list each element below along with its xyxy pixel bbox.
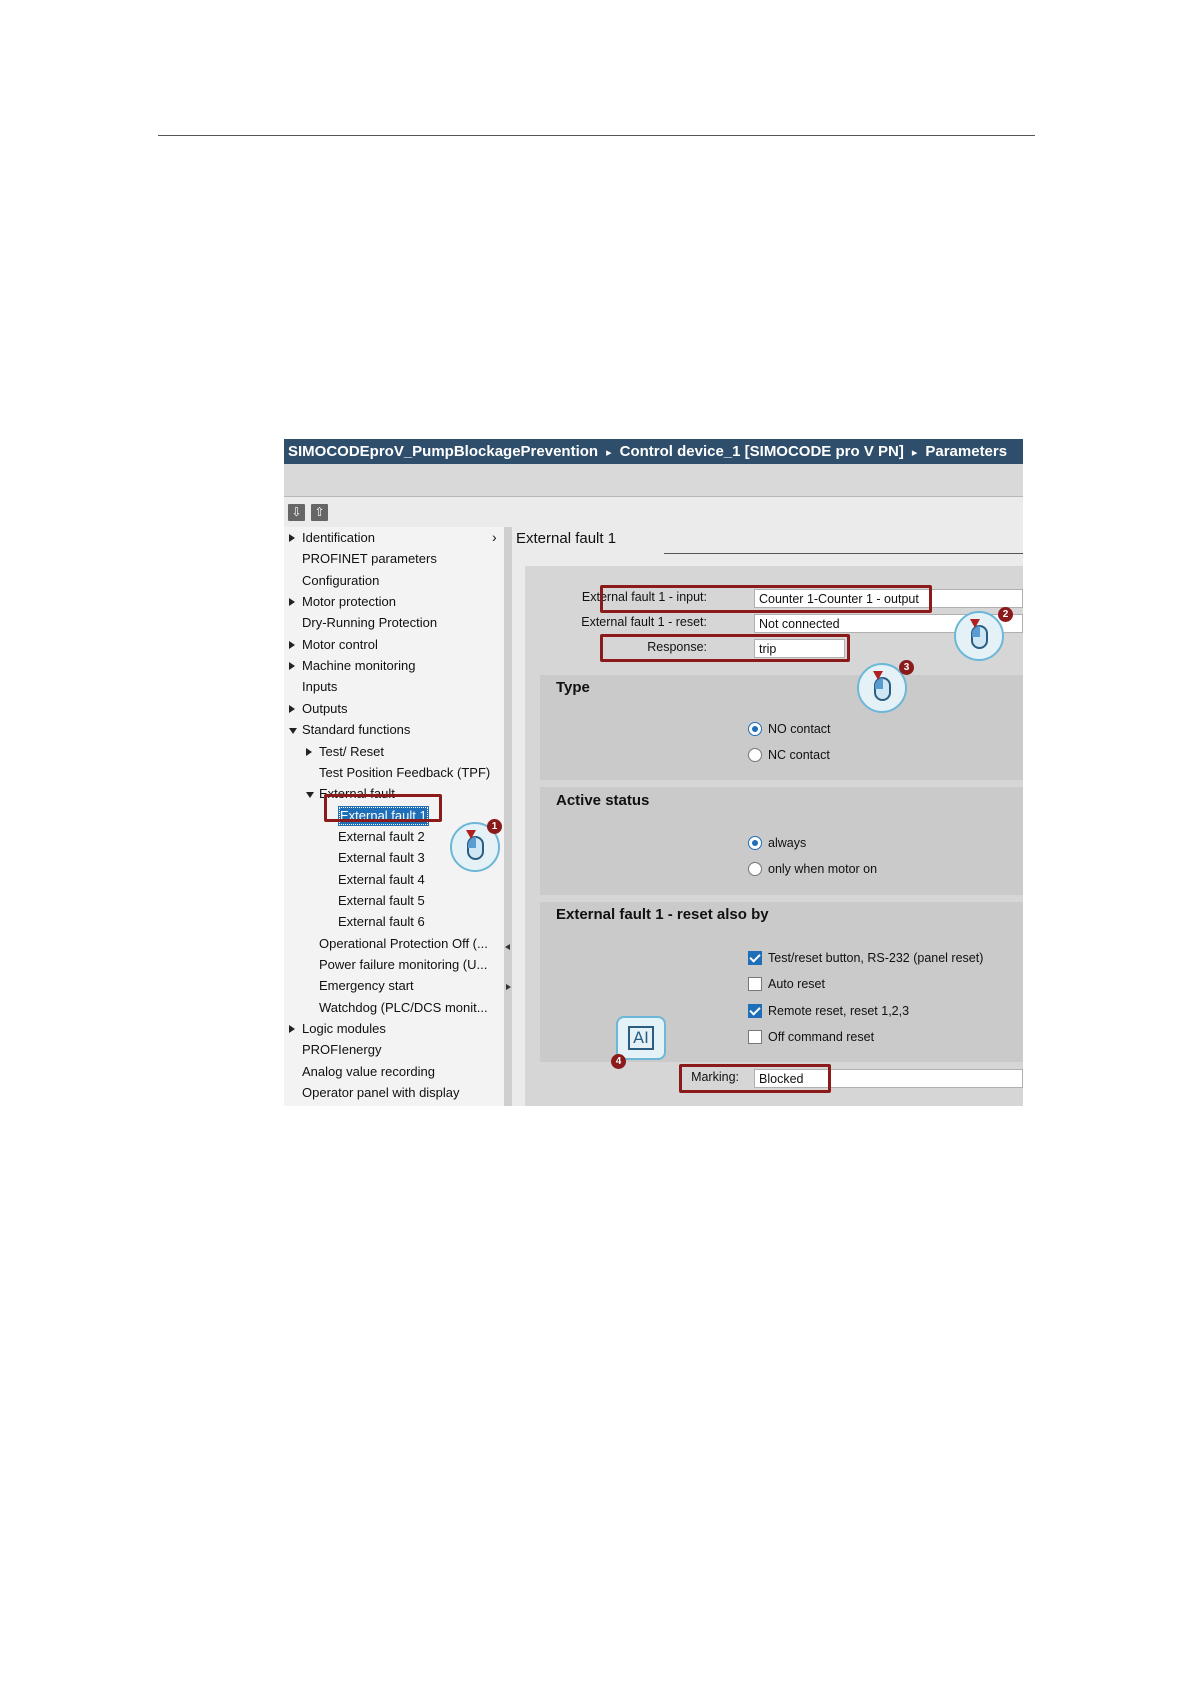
external-fault-reset-label: External fault 1 - reset:: [581, 615, 707, 629]
response-field[interactable]: trip: [754, 639, 845, 658]
panel-header: External fault 1: [516, 530, 617, 547]
tree-item[interactable]: External fault 6: [338, 914, 425, 930]
breadcrumb-device[interactable]: Control device_1 [SIMOCODE pro V PN]: [619, 443, 904, 460]
tree-expand-icon[interactable]: [289, 1025, 295, 1033]
tree-collapse-icon[interactable]: [289, 728, 297, 734]
type-section-title: Type: [556, 679, 590, 696]
callout-4-text-input-icon: [616, 1016, 666, 1060]
tree-scrollbar[interactable]: [504, 527, 512, 1106]
test-reset-button-checkbox[interactable]: [748, 951, 762, 965]
page-top-rule: [158, 135, 1035, 136]
tree-item[interactable]: Test/ Reset: [319, 743, 385, 759]
tree-item[interactable]: Analog value recording: [302, 1063, 435, 1079]
always-radio[interactable]: [748, 836, 762, 850]
tree-item[interactable]: Outputs: [302, 700, 348, 716]
mouse-icon: [874, 677, 891, 701]
highlight-response-box: [600, 634, 850, 662]
breadcrumb-project[interactable]: SIMOCODEproV_PumpBlockagePrevention: [288, 443, 599, 460]
response-label: Response:: [647, 640, 707, 654]
tree-expand-icon[interactable]: [289, 705, 295, 713]
external-fault-input-field[interactable]: Counter 1-Counter 1 - output: [754, 589, 1023, 608]
marking-label: Marking:: [691, 1070, 739, 1084]
breadcrumb-separator-icon: ▸: [911, 447, 918, 459]
tia-portal-screenshot: [284, 439, 1023, 1106]
tree-item[interactable]: Watchdog (PLC/DCS monit...: [319, 999, 488, 1015]
off-command-reset-label[interactable]: Off command reset: [768, 1030, 875, 1044]
tree-item[interactable]: Identification: [302, 530, 375, 545]
only-when-motor-on-radio[interactable]: [748, 862, 762, 876]
only-when-motor-on-label[interactable]: only when motor on: [768, 862, 878, 876]
off-command-reset-checkbox[interactable]: [748, 1030, 762, 1044]
tree-item[interactable]: External fault 2: [338, 828, 425, 844]
tree-expand-icon[interactable]: [289, 641, 295, 649]
step-number-1-badge: 1: [487, 819, 502, 834]
breadcrumb: [284, 439, 1023, 464]
remote-reset-label[interactable]: Remote reset, reset 1,2,3: [768, 1004, 910, 1018]
tree-item[interactable]: External fault: [319, 786, 395, 802]
always-label[interactable]: always: [768, 836, 807, 850]
no-contact-label[interactable]: NO contact: [768, 722, 831, 736]
highlight-tree-selection-box: [324, 794, 442, 822]
upload-icon[interactable]: ⇧: [311, 504, 328, 521]
scroll-right-arrow-icon[interactable]: [506, 984, 511, 990]
click-arrow-icon: [970, 619, 980, 628]
tree-expand-icon[interactable]: [289, 534, 295, 542]
breadcrumb-parameters[interactable]: Parameters: [925, 443, 1008, 460]
tree-item[interactable]: Operational Protection Off (...: [319, 935, 488, 951]
toolbar: [284, 464, 1023, 497]
tree-item[interactable]: Standard functions: [302, 722, 411, 738]
tree-item[interactable]: Power failure monitoring (U...: [319, 957, 488, 972]
nc-contact-label[interactable]: NC contact: [768, 748, 830, 762]
breadcrumb-separator-icon: ▸: [606, 447, 612, 459]
mouse-icon: [971, 625, 988, 649]
tree-collapse-icon[interactable]: [306, 792, 314, 798]
test-reset-button-label[interactable]: Test/reset button, RS-232 (panel reset): [768, 951, 984, 965]
tree-item[interactable]: Motor control: [302, 636, 378, 652]
tree-item[interactable]: Motor protection: [302, 594, 396, 610]
callout-2-mouse-click-icon: [954, 611, 1004, 661]
panel-header-rule: [664, 553, 1023, 554]
tree-expand-icon[interactable]: [306, 748, 312, 756]
nc-contact-radio[interactable]: [748, 748, 762, 762]
tree-item[interactable]: Machine monitoring: [302, 658, 416, 674]
step-number-3-badge: 3: [899, 660, 914, 675]
tree-item[interactable]: Operator panel with display: [302, 1085, 460, 1101]
tree-item[interactable]: Logic modules: [302, 1021, 386, 1037]
download-icon[interactable]: ⇩: [288, 504, 305, 521]
external-fault-input-label: External fault 1 - input:: [581, 590, 707, 604]
tree-item[interactable]: External fault 5: [338, 892, 425, 908]
scroll-left-arrow-icon[interactable]: [505, 944, 510, 950]
tree-expand-icon[interactable]: [289, 598, 295, 606]
step-number-2-badge: 2: [998, 607, 1013, 622]
marking-field[interactable]: Blocked: [754, 1069, 1023, 1088]
click-arrow-icon: [873, 671, 883, 680]
tree-item[interactable]: Test Position Feedback (TPF): [319, 764, 491, 780]
step-number-4-badge: 4: [611, 1054, 626, 1069]
active-status-title: Active status: [556, 792, 650, 809]
tree-item[interactable]: Configuration: [302, 572, 380, 588]
auto-reset-checkbox[interactable]: [748, 977, 762, 991]
highlight-input-box: [600, 585, 932, 613]
tree-item[interactable]: Inputs: [302, 679, 338, 695]
toolbar-icons: [288, 503, 334, 521]
tree-item[interactable]: PROFIenergy: [302, 1042, 382, 1058]
tree-item[interactable]: External fault 3: [338, 850, 425, 866]
tree-item[interactable]: External fault 1: [338, 806, 429, 826]
text-input-ai-icon: AI: [628, 1026, 654, 1050]
mouse-icon: [467, 836, 484, 860]
remote-reset-checkbox[interactable]: [748, 1004, 762, 1018]
tree-expand-icon[interactable]: [289, 662, 295, 670]
panel-collapse-chevron-icon[interactable]: ›: [492, 529, 497, 545]
reset-also-by-title: External fault 1 - reset also by: [556, 906, 769, 923]
tree-item[interactable]: External fault 4: [338, 871, 425, 887]
tree-item[interactable]: Dry-Running Protection: [302, 615, 438, 631]
auto-reset-label[interactable]: Auto reset: [768, 977, 825, 991]
highlight-marking-box: [679, 1064, 831, 1093]
click-arrow-icon: [466, 830, 476, 839]
tree-item[interactable]: Emergency start: [319, 978, 414, 994]
tree-item[interactable]: PROFINET parameters: [302, 551, 437, 567]
external-fault-reset-field[interactable]: Not connected: [754, 614, 1023, 633]
no-contact-radio[interactable]: [748, 722, 762, 736]
